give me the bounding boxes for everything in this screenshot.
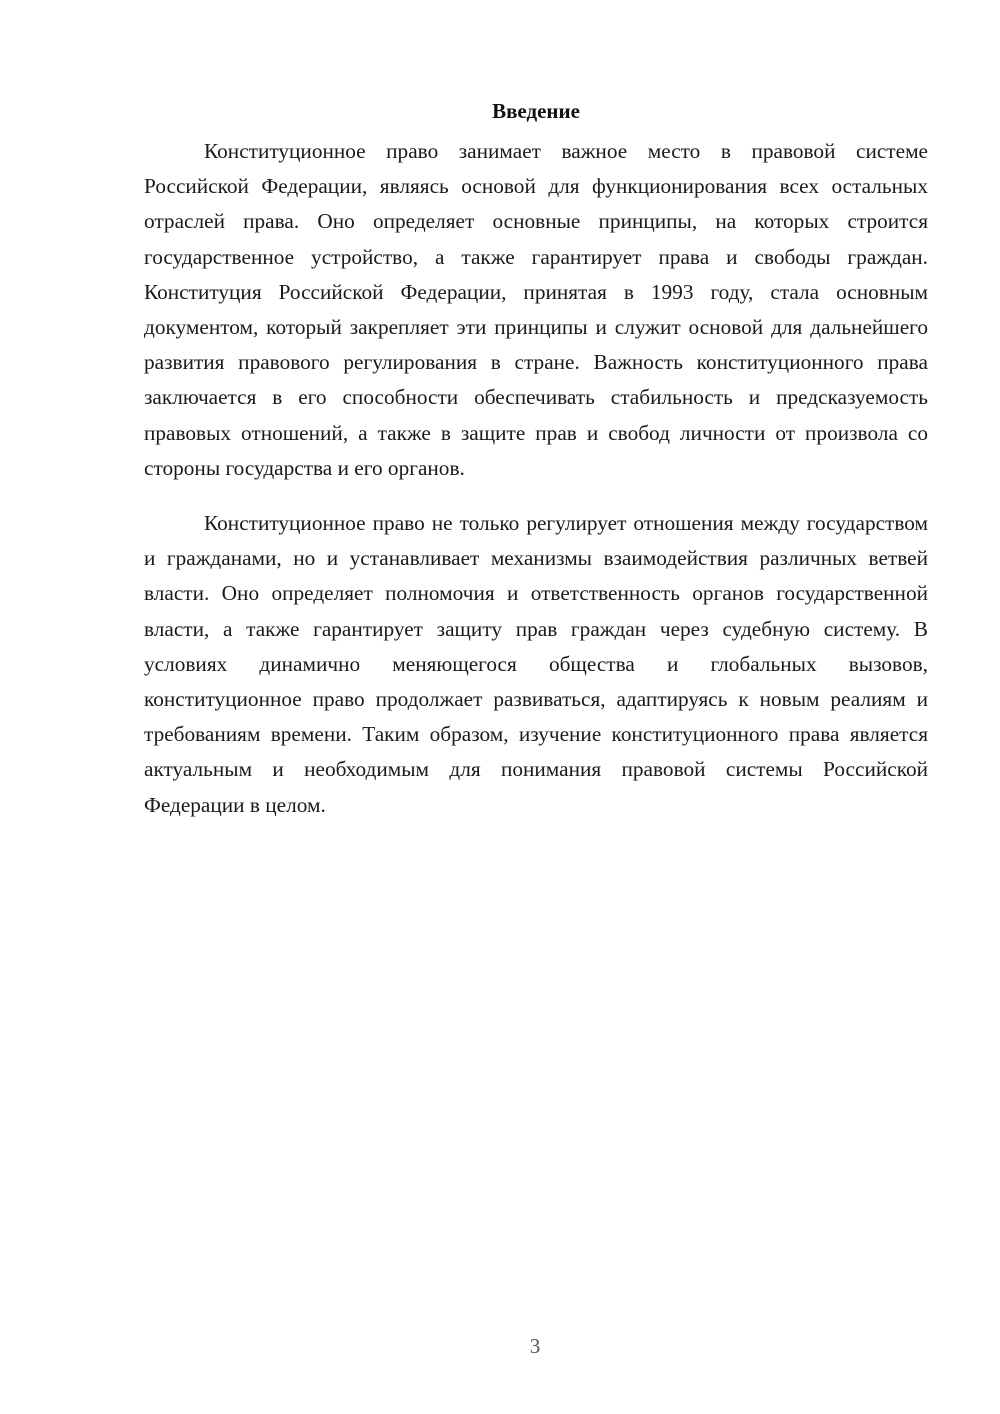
page-content [144,96,928,823]
page-number: 3 [529,1334,541,1358]
paragraph-1: Конституционное право занимает важное место в правовой системе Российской Федерации, являясь основой для функционирования всех остальных отраслей права. Оно определяет основные принципы, на которых строится государственное устройство, а также гарантирует права и свободы граждан. Конституция Российской Федерации, принятая в 1993 году, стала основным документом, который закрепляет эти принципы и служит основой для дальнейшего развития правового регулирования в стране. Важность конституционного права заключается в его способности обеспечивать стабильность и предсказуемость правовых отношений, а также в защите прав и свобод личности от произвола со стороны государства и его органов. [144,139,928,480]
paragraph-2: Конституционное право не только регулирует отношения между государством и гражданами, но и устанавливает механизмы взаимодействия различных ветвей власти. Оно определяет полномочия и ответственность органов государственной власти, а также гарантирует защиту прав граждан через судебную систему. В условиях динамично меняющегося общества и глобальных вызовов, конституционное право продолжает развиваться, адаптируясь к новым реалиям и требованиям времени. Таким образом, изучение конституционного права является актуальным и необходимым для понимания правовой системы Российской Федерации в целом. [144,511,928,817]
section-heading: Введение [492,99,580,123]
